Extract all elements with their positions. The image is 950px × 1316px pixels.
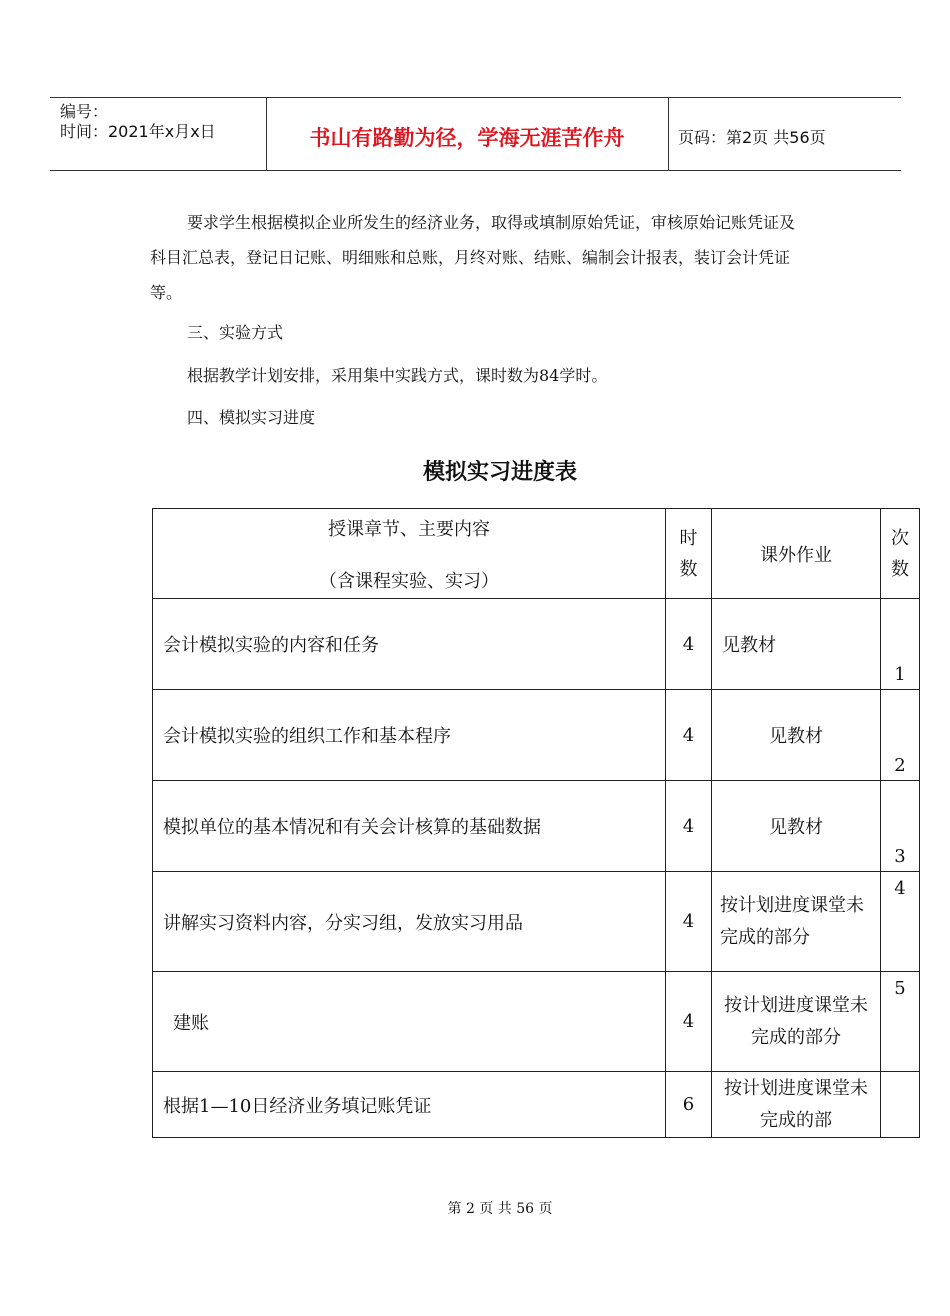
row-count: 2 — [881, 690, 920, 781]
table-title: 模拟实习进度表 — [422, 460, 577, 485]
header-content-line1: 授课章节、主要内容 — [328, 519, 490, 540]
header-content — [153, 509, 666, 599]
row-content: 根据1—10日经济业务填记账凭证 — [153, 1072, 666, 1138]
row-content: 模拟单位的基本情况和有关会计核算的基础数据 — [153, 781, 666, 872]
table-row — [153, 599, 920, 690]
page-footer: 第 2 页 共 56 页 — [447, 1201, 553, 1217]
row-content: 会计模拟实验的内容和任务 — [153, 599, 666, 690]
row-hours: 4 — [666, 872, 712, 972]
row-count: 1 — [881, 599, 920, 690]
row-hours: 4 — [666, 781, 712, 872]
header-top-rule — [50, 97, 901, 98]
header-divider-right — [668, 97, 669, 171]
paragraph-schedule: 根据教学计划安排，采用集中实践方式，课时数为84学时。 — [187, 366, 608, 385]
row-count: 3 — [881, 781, 920, 872]
heading-progress: 四、模拟实习进度 — [187, 408, 316, 427]
row-homework: 见教材 — [712, 781, 881, 872]
paragraph-requirements: 要求学生根据模拟企业所发生的经济业务，取得或填制原始凭证，审核原始记账凭证及科目汇总表，登记日记账、明细账和总账，月终对账、结账、编制会计报表，装订会计凭证等。 — [150, 213, 796, 302]
header-meta — [60, 102, 216, 142]
row-homework: 见教材 — [712, 690, 881, 781]
table-row — [153, 972, 920, 1072]
header-divider-left — [266, 97, 267, 171]
table-row — [153, 1072, 920, 1138]
row-content: 会计模拟实验的组织工作和基本程序 — [153, 690, 666, 781]
row-count: 4 — [881, 872, 920, 972]
row-content: 建账 — [153, 972, 666, 1072]
row-hours: 4 — [666, 599, 712, 690]
header-time: 时间：2021年x月x日 — [60, 122, 216, 141]
row-hours: 6 — [666, 1072, 712, 1138]
row-homework: 按计划进度课堂未完成的部 — [712, 1072, 881, 1138]
table-header-row — [153, 509, 920, 599]
heading-experiment-method: 三、实验方式 — [187, 323, 284, 342]
progress-table — [152, 508, 920, 1138]
row-homework: 见教材 — [712, 599, 881, 690]
row-hours: 4 — [666, 972, 712, 1072]
header-motto: 书山有路勤为径，学海无涯苦作舟 — [309, 126, 625, 150]
row-homework: 按计划进度课堂未完成的部分 — [712, 972, 881, 1072]
header-number: 编号： — [60, 102, 109, 121]
header-count: 次数 — [881, 509, 920, 599]
row-content: 讲解实习资料内容，分实习组，发放实习用品 — [153, 872, 666, 972]
row-homework: 按计划进度课堂未完成的部分 — [712, 872, 881, 972]
header-page-info: 页码：第2页 共56页 — [678, 128, 826, 147]
header-content-line2: （含课程实验、实习） — [319, 571, 499, 592]
table-row — [153, 690, 920, 781]
header-hours: 时数 — [666, 509, 712, 599]
header-bottom-rule — [50, 170, 901, 171]
table-row — [153, 872, 920, 972]
row-count — [881, 1072, 920, 1138]
header-homework: 课外作业 — [712, 509, 881, 599]
row-hours: 4 — [666, 690, 712, 781]
row-count: 5 — [881, 972, 920, 1072]
table-row — [153, 781, 920, 872]
